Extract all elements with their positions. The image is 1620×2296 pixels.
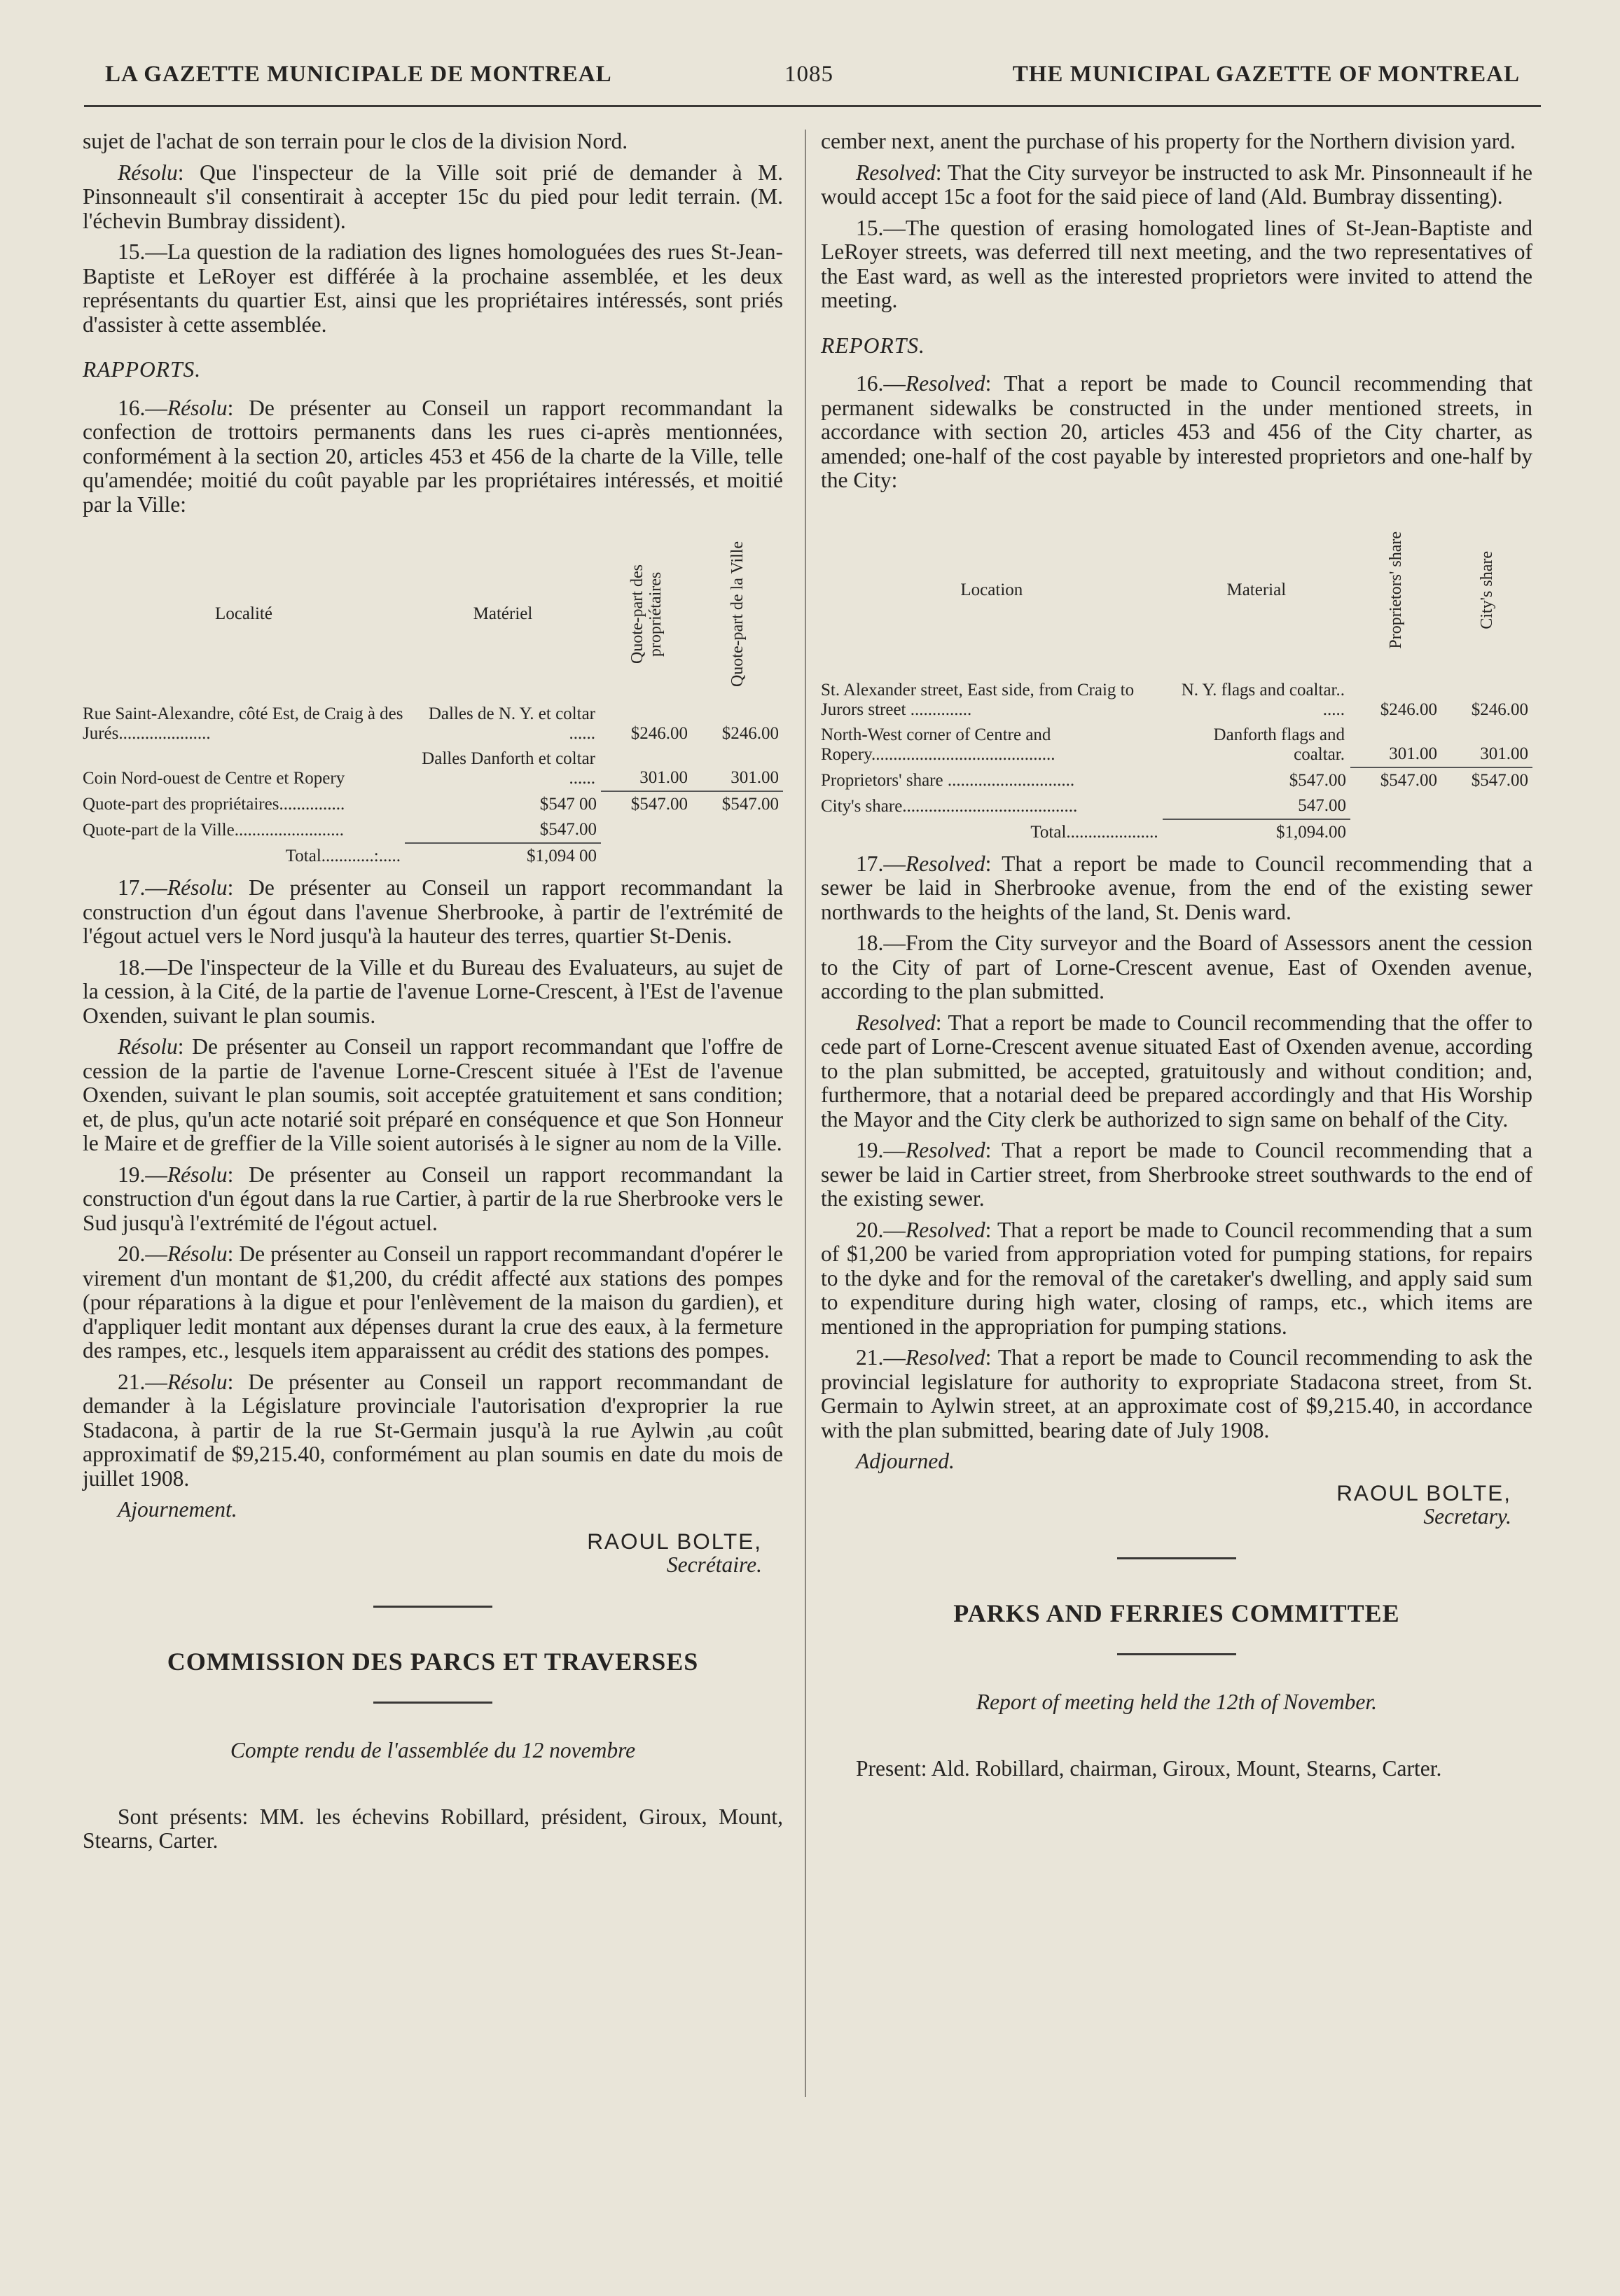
fr-p21-text: : De présenter au Conseil un rapport recommandant de demander à la Législature provinciale l'autorisation d'exproprier la rue Stadacona, à partir de la rue St-Germain jusqu'à la rue Aylwin ,au coût approximatif de $9,215.40, conformément au plan soumis en date du mois de juillet 1908. xyxy=(83,1369,783,1491)
fr-p20-text: : De présenter au Conseil un rapport recommandant d'opérer le virement d'un montant de $1,200, du crédit affecté aux stations des pompes (pour réparations à la digue et pour l'enlèvement de la maison du gardien), et d'appliquer ledit montant aux dépenses durant la crue des eaux, à la fermeture des rampes, etc., lesquels item apparaissent au crédit des stations des pompes. xyxy=(83,1241,783,1363)
fr-paragraph-15: 15.—La question de la radiation des lignes homologuées des rues St-Jean-Baptiste et LeRoyer est différée à la prochaine assemblée, et les deux représentants du quartier Est, ainsi que les propriétaires intéressés, sont priés d'assister à cette assemblée. xyxy=(83,239,783,337)
fr-paragraph-18: 18.—De l'inspecteur de la Ville et du Bureau des Evaluateurs, au sujet de la cession, à la Cité, de la partie de l'avenue Lorne-Crescent, à l'Est de l'avenue Oxenden, suivant le plan soumis. xyxy=(83,954,783,1028)
en-p18b-text: : That a report be made to Council recommending that the offer to cede part of Lorne-Crescent avenue situated East of Oxenden avenue, according to the plan submitted, be accepted, gratuitously and without condition; and, furthermore, that a notarial deed be prepared accordingly and that His Worship the Mayor and the City clerk be authorized to sign same on behalf of the City. xyxy=(821,1010,1532,1132)
fr-paragraph-sujet: sujet de l'achat de son terrain pour le clos de la division Nord. xyxy=(83,129,628,153)
fr-p16-lead: Résolu xyxy=(167,395,228,420)
fr-col-localite: Localité xyxy=(215,604,272,623)
column-divider xyxy=(805,130,806,2097)
fr-row2-location: Coin Nord-ouest de Centre et Ropery xyxy=(83,769,345,788)
fr-col-materiel: Matériel xyxy=(473,604,533,623)
header-english-title: THE MUNICIPAL GAZETTE OF MONTREAL xyxy=(1012,62,1520,87)
en-p17-lead: Resolved xyxy=(905,851,985,876)
fr-sum2-value: $547.00 xyxy=(539,820,597,839)
fr-col-owner-share: Quote-part des propriétaires xyxy=(628,564,665,664)
running-head xyxy=(105,62,1520,97)
fr-sum1-label: Quote-part des propriétaires............... xyxy=(83,795,345,814)
fr-total-label: Total............:..... xyxy=(285,847,401,865)
fr-p18b-lead: Résolu xyxy=(118,1034,178,1059)
fr-p17-lead: Résolu xyxy=(167,875,228,900)
en-p18b-lead: Resolved xyxy=(856,1010,936,1035)
en-p20-num: 20.— xyxy=(856,1217,906,1242)
fr-rapports-heading: RAPPORTS. xyxy=(83,357,202,382)
en-col-city-share: City's share xyxy=(1478,550,1496,629)
en-sum1-label: Proprietors' share ............................. xyxy=(821,770,1075,790)
en-col-material: Material xyxy=(1226,580,1287,599)
en-paragraph-20 xyxy=(821,1218,1532,1340)
fr-signature-title: Secrétaire. xyxy=(666,1552,762,1577)
fr-paragraph-19 xyxy=(83,1163,783,1236)
en-sum2-label: City's share........................................ xyxy=(821,796,1078,816)
en-resolved-lead: Resolved xyxy=(856,160,936,185)
table-row xyxy=(83,702,783,746)
table-row xyxy=(821,793,1532,819)
fr-adjournment: Ajournement. xyxy=(118,1497,237,1522)
en-total-value: $1,094.00 xyxy=(1163,819,1350,845)
en-section-rule xyxy=(1117,1557,1236,1559)
en-p16-lead: Resolved xyxy=(905,371,985,396)
page-number: 1085 xyxy=(784,62,833,87)
table-row xyxy=(821,723,1532,767)
fr-paragraph-18-resolu xyxy=(83,1035,783,1156)
en-row2-city: 301.00 xyxy=(1480,744,1528,763)
fr-row2-owner: 301.00 xyxy=(639,768,688,787)
en-paragraph-17 xyxy=(821,852,1532,925)
fr-row1-material: Dalles de N. Y. et coltar ...... xyxy=(428,704,595,743)
en-reports-heading: REPORTS. xyxy=(821,333,925,358)
en-signature-name: RAOUL BOLTE, xyxy=(1336,1480,1511,1505)
table-row xyxy=(83,791,783,817)
en-committee-title: PARKS AND FERRIES COMMITTEE xyxy=(953,1599,1400,1627)
fr-resolu-text: : Que l'inspecteur de la Ville soit prié de demander à M. Pinsonneault s'il consentirait à accepter 15c du pied pour ledit terrain. (M. l'échevin Bumbray dissident). xyxy=(83,160,783,233)
en-sum2-value: 547.00 xyxy=(1298,795,1346,815)
en-resolved-text: : That the City surveyor be instructed to ask Mr. Pinsonneault if he would accept 15c a foot for the said piece of land (Ald. Bumbray dissenting). xyxy=(821,160,1532,209)
en-paragraph-18: 18.—From the City surveyor and the Board of Assessors anent the cession to the City of part of Lorne-Crescent avenue, East of Oxenden avenue, according to the plan submitted. xyxy=(821,931,1532,1003)
fr-committee-rule xyxy=(373,1702,492,1704)
en-p21-text: : That a report be made to Council recommending to ask the provincial legislature for authority to expropriate Stadacona street, from St. Germain to Aylwin street, at an approximate cost of $9,215.40, in accordance with the plan submitted, bearing date of July 1908. xyxy=(821,1345,1532,1442)
en-row1-owner: $246.00 xyxy=(1380,700,1437,719)
fr-p16-text: : De présenter au Conseil un rapport recommandant la confection de trottoirs permanents dans les rues ci-après mentionnées, conformément à la section 20, articles 453 et 456 de la charte de la Ville, telle qu'amendée; moitié du coût payable par les propriétaires intéressés, et moitié par la Ville: xyxy=(83,395,783,517)
en-col-location: Location xyxy=(960,580,1023,599)
en-paragraph-15: 15.—The question of erasing homologated lines of St-Jean-Baptiste and LeRoyer streets, was deferred till next meeting, and the two representatives of the East ward, as well as the interested proprietors were invited to attend the meeting. xyxy=(821,215,1532,312)
fr-signature-name: RAOUL BOLTE, xyxy=(587,1528,762,1554)
en-p17-text: : That a report be made to Council recommending that a sewer be laid in Sherbrooke avenue, from the end of the existing sewer northwards to the heights of the land, St. Denis ward. xyxy=(821,851,1532,924)
fr-p19-num: 19.— xyxy=(118,1162,167,1187)
fr-sum-owner: $547.00 xyxy=(601,791,692,817)
en-row1-city: $246.00 xyxy=(1471,700,1528,719)
fr-paragraph-16 xyxy=(83,396,783,517)
table-row xyxy=(821,819,1532,845)
en-p21-lead: Resolved xyxy=(905,1345,985,1370)
fr-sum1-value: $547 00 xyxy=(539,795,597,814)
en-row1-material: N. Y. flags and coaltar.. ..... xyxy=(1181,680,1345,719)
en-p19-text: : That a report be made to Council recommending that a sewer be laid in Cartier street, from Sherbrooke street southwards to the end of the existing sewer. xyxy=(821,1138,1532,1211)
french-column xyxy=(83,130,783,1860)
en-row2-material: Danforth flags and coaltar. xyxy=(1213,725,1345,764)
fr-sidewalk-table xyxy=(83,527,783,869)
en-p20-text: : That a report be made to Council recommending that a sum of $1,200 be varied from appropriation voted for pumping stations, for repairs to the dyke and for the removal of the caretaker's dwelling, and apply said sum to expenditure during high water, closing of ramps, etc., which items are mentioned in the appropriation for pumping stations. xyxy=(821,1217,1532,1339)
en-p16-text: : That a report be made to Council recommending that permanent sidewalks be constructed in the under mentioned streets, in accordance with section 20, articles 453 and 456 of the City charter, as amended; one-half of the cost payable by interested proprietors and one-half by the City: xyxy=(821,371,1532,492)
fr-col-city-share: Quote-part de la Ville xyxy=(728,541,747,688)
fr-row1-city: $246.00 xyxy=(721,724,779,743)
en-p20-lead: Resolved xyxy=(905,1217,985,1242)
fr-p16-num: 16.— xyxy=(118,395,167,420)
en-total-label: Total..................... xyxy=(1030,822,1158,842)
fr-total-value: $1,094 00 xyxy=(405,843,601,869)
header-french-title: LA GAZETTE MUNICIPALE DE MONTREAL xyxy=(105,62,612,87)
en-paragraph-cember: cember next, anent the purchase of his property for the Northern division yard. xyxy=(821,129,1516,153)
fr-committee-title: COMMISSION DES PARCS ET TRAVERSES xyxy=(167,1647,699,1676)
en-meeting-subtitle: Report of meeting held the 12th of November. xyxy=(976,1690,1378,1714)
fr-section-rule xyxy=(373,1606,492,1608)
fr-p20-num: 20.— xyxy=(118,1241,167,1266)
fr-sum-city: $547.00 xyxy=(692,791,783,817)
table-row xyxy=(83,746,783,791)
en-signature-title: Secretary. xyxy=(1423,1504,1511,1529)
en-sum-city: $547.00 xyxy=(1441,767,1532,793)
en-p16-num: 16.— xyxy=(856,371,906,396)
fr-row1-location: Rue Saint-Alexandre, côté Est, de Craig à des Jurés..................... xyxy=(83,704,403,743)
fr-p19-text: : De présenter au Conseil un rapport recommandant la construction d'un égout dans la rue Cartier, à partir de la rue Sherbrooke vers le Sud jusqu'à l'extrémité de l'égout actuel. xyxy=(83,1162,783,1235)
fr-p21-num: 21.— xyxy=(118,1369,167,1394)
en-row2-location: North-West corner of Centre and Ropery.......................................... xyxy=(821,725,1055,764)
fr-p18b-text: : De présenter au Conseil un rapport recommandant que l'offre de cession de la partie de l'avenue Lorne-Crescent située à l'Est de l'avenue Oxenden, suivant le plan soumis, soit acceptée gratuitement et sans condition; et, de plus, qu'un acte notarié soit préparé en conséquence et que Son Honneur le Maire et de greffier de la Ville soient autorisés à le signer au nom de la Ville. xyxy=(83,1034,783,1155)
fr-signature xyxy=(83,1529,762,1578)
table-row xyxy=(821,678,1532,723)
fr-present: Sont présents: MM. les échevins Robillard, président, Giroux, Mount, Stearns, Carter. xyxy=(83,1804,783,1853)
fr-p19-lead: Résolu xyxy=(167,1162,228,1187)
fr-paragraph-resolu xyxy=(83,161,783,234)
fr-paragraph-20 xyxy=(83,1242,783,1363)
fr-sum2-label: Quote-part de la Ville......................... xyxy=(83,821,344,840)
en-present: Present: Ald. Robillard, chairman, Giroux, Mount, Stearns, Carter. xyxy=(856,1755,1442,1781)
en-adjournment: Adjourned. xyxy=(856,1449,955,1473)
en-sum-owner: $547.00 xyxy=(1350,767,1441,793)
en-committee-rule xyxy=(1117,1653,1236,1655)
english-column xyxy=(821,130,1532,1788)
fr-meeting-subtitle: Compte rendu de l'assemblée du 12 novembre xyxy=(230,1738,636,1762)
fr-p17-num: 17.— xyxy=(118,875,167,900)
header-rule xyxy=(84,105,1541,107)
en-sidewalk-table xyxy=(821,503,1532,845)
en-paragraph-19 xyxy=(821,1139,1532,1211)
en-signature xyxy=(821,1481,1511,1529)
en-row1-location: St. Alexander street, East side, from Craig to Jurors street .............. xyxy=(821,680,1135,719)
fr-p21-lead: Résolu xyxy=(167,1369,228,1394)
fr-row2-city: 301.00 xyxy=(731,768,779,787)
en-p21-num: 21.— xyxy=(856,1345,906,1370)
table-row xyxy=(821,767,1532,793)
en-paragraph-18-resolved xyxy=(821,1011,1532,1132)
en-sum1-value: $547.00 xyxy=(1289,770,1346,790)
fr-paragraph-21 xyxy=(83,1370,783,1491)
en-p19-num: 19.— xyxy=(856,1138,906,1162)
en-col-owner-share: Proprietors' share xyxy=(1387,531,1405,649)
en-p19-lead: Resolved xyxy=(905,1138,985,1162)
en-paragraph-16 xyxy=(821,372,1532,493)
fr-row1-owner: $246.00 xyxy=(630,724,688,743)
en-row2-owner: 301.00 xyxy=(1389,744,1437,763)
en-p17-num: 17.— xyxy=(856,851,906,876)
fr-p17-text: : De présenter au Conseil un rapport recommandant la construction d'un égout dans l'avenue Sherbrooke, à partir de l'extrémité de l'égout actuel vers le Nord jusqu'à la hauteur des terres, quartier St-Denis. xyxy=(83,875,783,948)
fr-row2-material: Dalles Danforth et coltar ...... xyxy=(422,749,595,788)
fr-paragraph-17 xyxy=(83,876,783,949)
en-paragraph-resolved xyxy=(821,161,1532,209)
fr-resolu-lead: Résolu xyxy=(118,160,178,185)
table-row xyxy=(83,843,783,869)
en-paragraph-21 xyxy=(821,1346,1532,1442)
table-row xyxy=(83,817,783,843)
fr-p20-lead: Résolu xyxy=(167,1241,228,1266)
